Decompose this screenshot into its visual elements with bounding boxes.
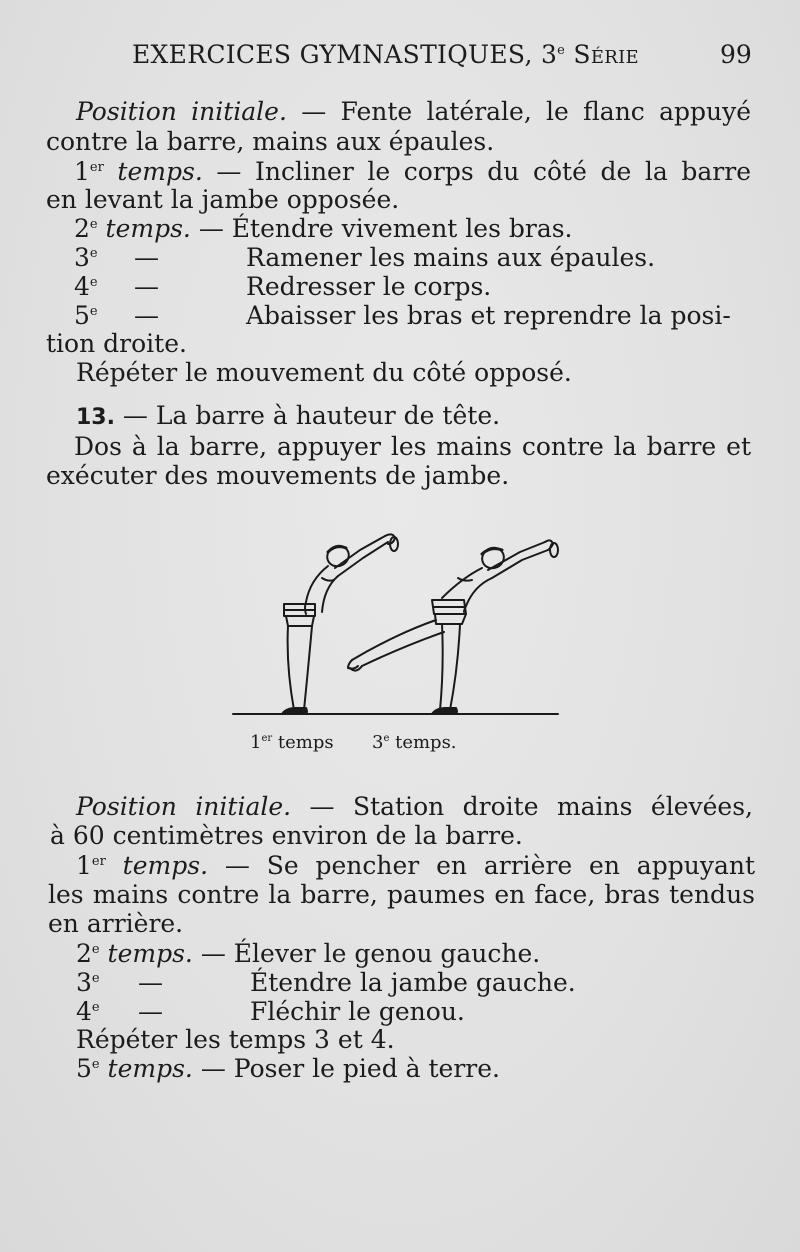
temps-5-num: 5 xyxy=(74,301,90,330)
b2-temps-3-sup: e xyxy=(91,971,100,986)
figure-1er-temps xyxy=(282,534,398,714)
temps-4-num: 4 xyxy=(74,272,90,301)
temps-2-num: 2 xyxy=(74,214,90,243)
page-number: 99 xyxy=(720,40,752,69)
b2-temps-4-dash: — xyxy=(138,997,163,1026)
temps-5-dash: — xyxy=(134,301,159,330)
block1-temps-3 xyxy=(74,243,754,273)
temps-3-sup: e xyxy=(89,246,98,261)
block1-line-2: contre la barre, mains aux épaules. xyxy=(46,127,495,156)
block2-line-9: Répéter les temps 3 et 4. xyxy=(76,1025,395,1054)
block1-line-4: en levant la jambe opposée. xyxy=(46,185,400,214)
running-title-sup: e xyxy=(557,43,566,58)
b2-temps-1-text: — Se pencher en arrière en appuyant xyxy=(208,851,755,880)
temps-3-dash: — xyxy=(134,243,159,272)
b2-temps-5-num: 5 xyxy=(76,1054,92,1083)
b2-temps-4-num: 4 xyxy=(76,997,92,1026)
temps-4-text: Redresser le corps. xyxy=(246,272,492,301)
temps-1-sup: er xyxy=(89,160,104,175)
block2-line-5: en arrière. xyxy=(48,909,184,938)
running-title: EXERCICES GYMNASTIQUES, 3 xyxy=(132,40,558,69)
block1-line-1 xyxy=(76,97,751,127)
caption-2-sup: e xyxy=(383,733,390,744)
b2-temps-5-sup: e xyxy=(91,1057,100,1072)
b2-temps-1-sup: er xyxy=(91,854,106,869)
temps-3-num: 3 xyxy=(74,243,90,272)
caption-1-sup: er xyxy=(261,733,273,744)
caption-2-num: 3 xyxy=(372,732,384,753)
b2-temps-2-num: 2 xyxy=(76,939,92,968)
block2-line-1 xyxy=(76,792,753,822)
caption-1-text: temps xyxy=(272,732,334,753)
temps-2-sup: e xyxy=(89,217,98,232)
block2-temps-3 xyxy=(76,968,756,998)
caption-3e-temps xyxy=(372,732,457,753)
caption-2-text: temps. xyxy=(389,732,457,753)
b2-temps-2-text: — Élever le genou gauche. xyxy=(192,939,541,968)
temps-4-sup: e xyxy=(89,275,98,290)
running-title-series: Série xyxy=(573,40,639,69)
b2-temps-1-num: 1 xyxy=(76,851,92,880)
b2-temps-3-dash: — xyxy=(138,968,163,997)
temps-5-text: Abaisser les bras et reprendre la posi- xyxy=(246,301,731,330)
block1-temps-4 xyxy=(74,272,754,302)
section-number: 13. xyxy=(76,405,115,430)
block2-line-4: les mains contre la barre, paumes en face, bras tendus xyxy=(48,880,755,909)
block2-text: — Station droite mains élevées, xyxy=(291,792,753,821)
block1-text: — Fente latérale, le flanc appuyé xyxy=(286,97,752,126)
block2-label: Position initiale. xyxy=(76,792,292,821)
block2-temps-4 xyxy=(76,997,756,1027)
block2-temps-5 xyxy=(76,1054,500,1089)
temps-5-sup: e xyxy=(89,304,98,319)
temps-4-dash: — xyxy=(134,272,159,301)
running-header xyxy=(132,40,639,69)
section-title: — La barre à hauteur de tête. xyxy=(114,401,501,430)
b2-temps-1-label: temps. xyxy=(105,851,209,880)
b2-temps-2-label: temps. xyxy=(99,939,193,968)
b2-temps-4-text: Fléchir le genou. xyxy=(250,997,465,1026)
section-13-line-3: exécuter des mouvements de jambe. xyxy=(46,461,510,490)
temps-1-num: 1 xyxy=(74,157,90,186)
b2-temps-2-sup: e xyxy=(91,942,100,957)
section-13-heading xyxy=(76,401,500,433)
caption-1-num: 1 xyxy=(250,732,262,753)
b2-temps-5-text: — Poser le pied à terre. xyxy=(192,1054,500,1083)
temps-2-label: temps. xyxy=(97,214,191,243)
temps-3-text: Ramener les mains aux épaules. xyxy=(246,243,656,272)
temps-1-text: — Incliner le corps du côté de la barre xyxy=(202,157,751,186)
temps-2-text: — Étendre vivement les bras. xyxy=(190,214,573,243)
gymnast-illustration xyxy=(220,520,580,725)
figure-3e-temps xyxy=(348,540,558,714)
section-13-line-2: Dos à la barre, appuyer les mains contre la barre et xyxy=(74,432,751,461)
b2-temps-4-sup: e xyxy=(91,1000,100,1015)
temps-1-label: temps. xyxy=(103,157,203,186)
block1-label: Position initiale. xyxy=(76,97,287,126)
block1-temps-5 xyxy=(74,301,754,331)
b2-temps-5-label: temps. xyxy=(99,1054,193,1083)
b2-temps-3-num: 3 xyxy=(76,968,92,997)
block1-line-10: tion droite. xyxy=(46,329,187,358)
block2-line-2: à 60 centimètres environ de la barre. xyxy=(50,821,523,850)
b2-temps-3-text: Étendre la jambe gauche. xyxy=(250,968,576,997)
block1-line-11: Répéter le mouvement du côté opposé. xyxy=(76,358,572,387)
caption-1er-temps xyxy=(250,732,334,753)
